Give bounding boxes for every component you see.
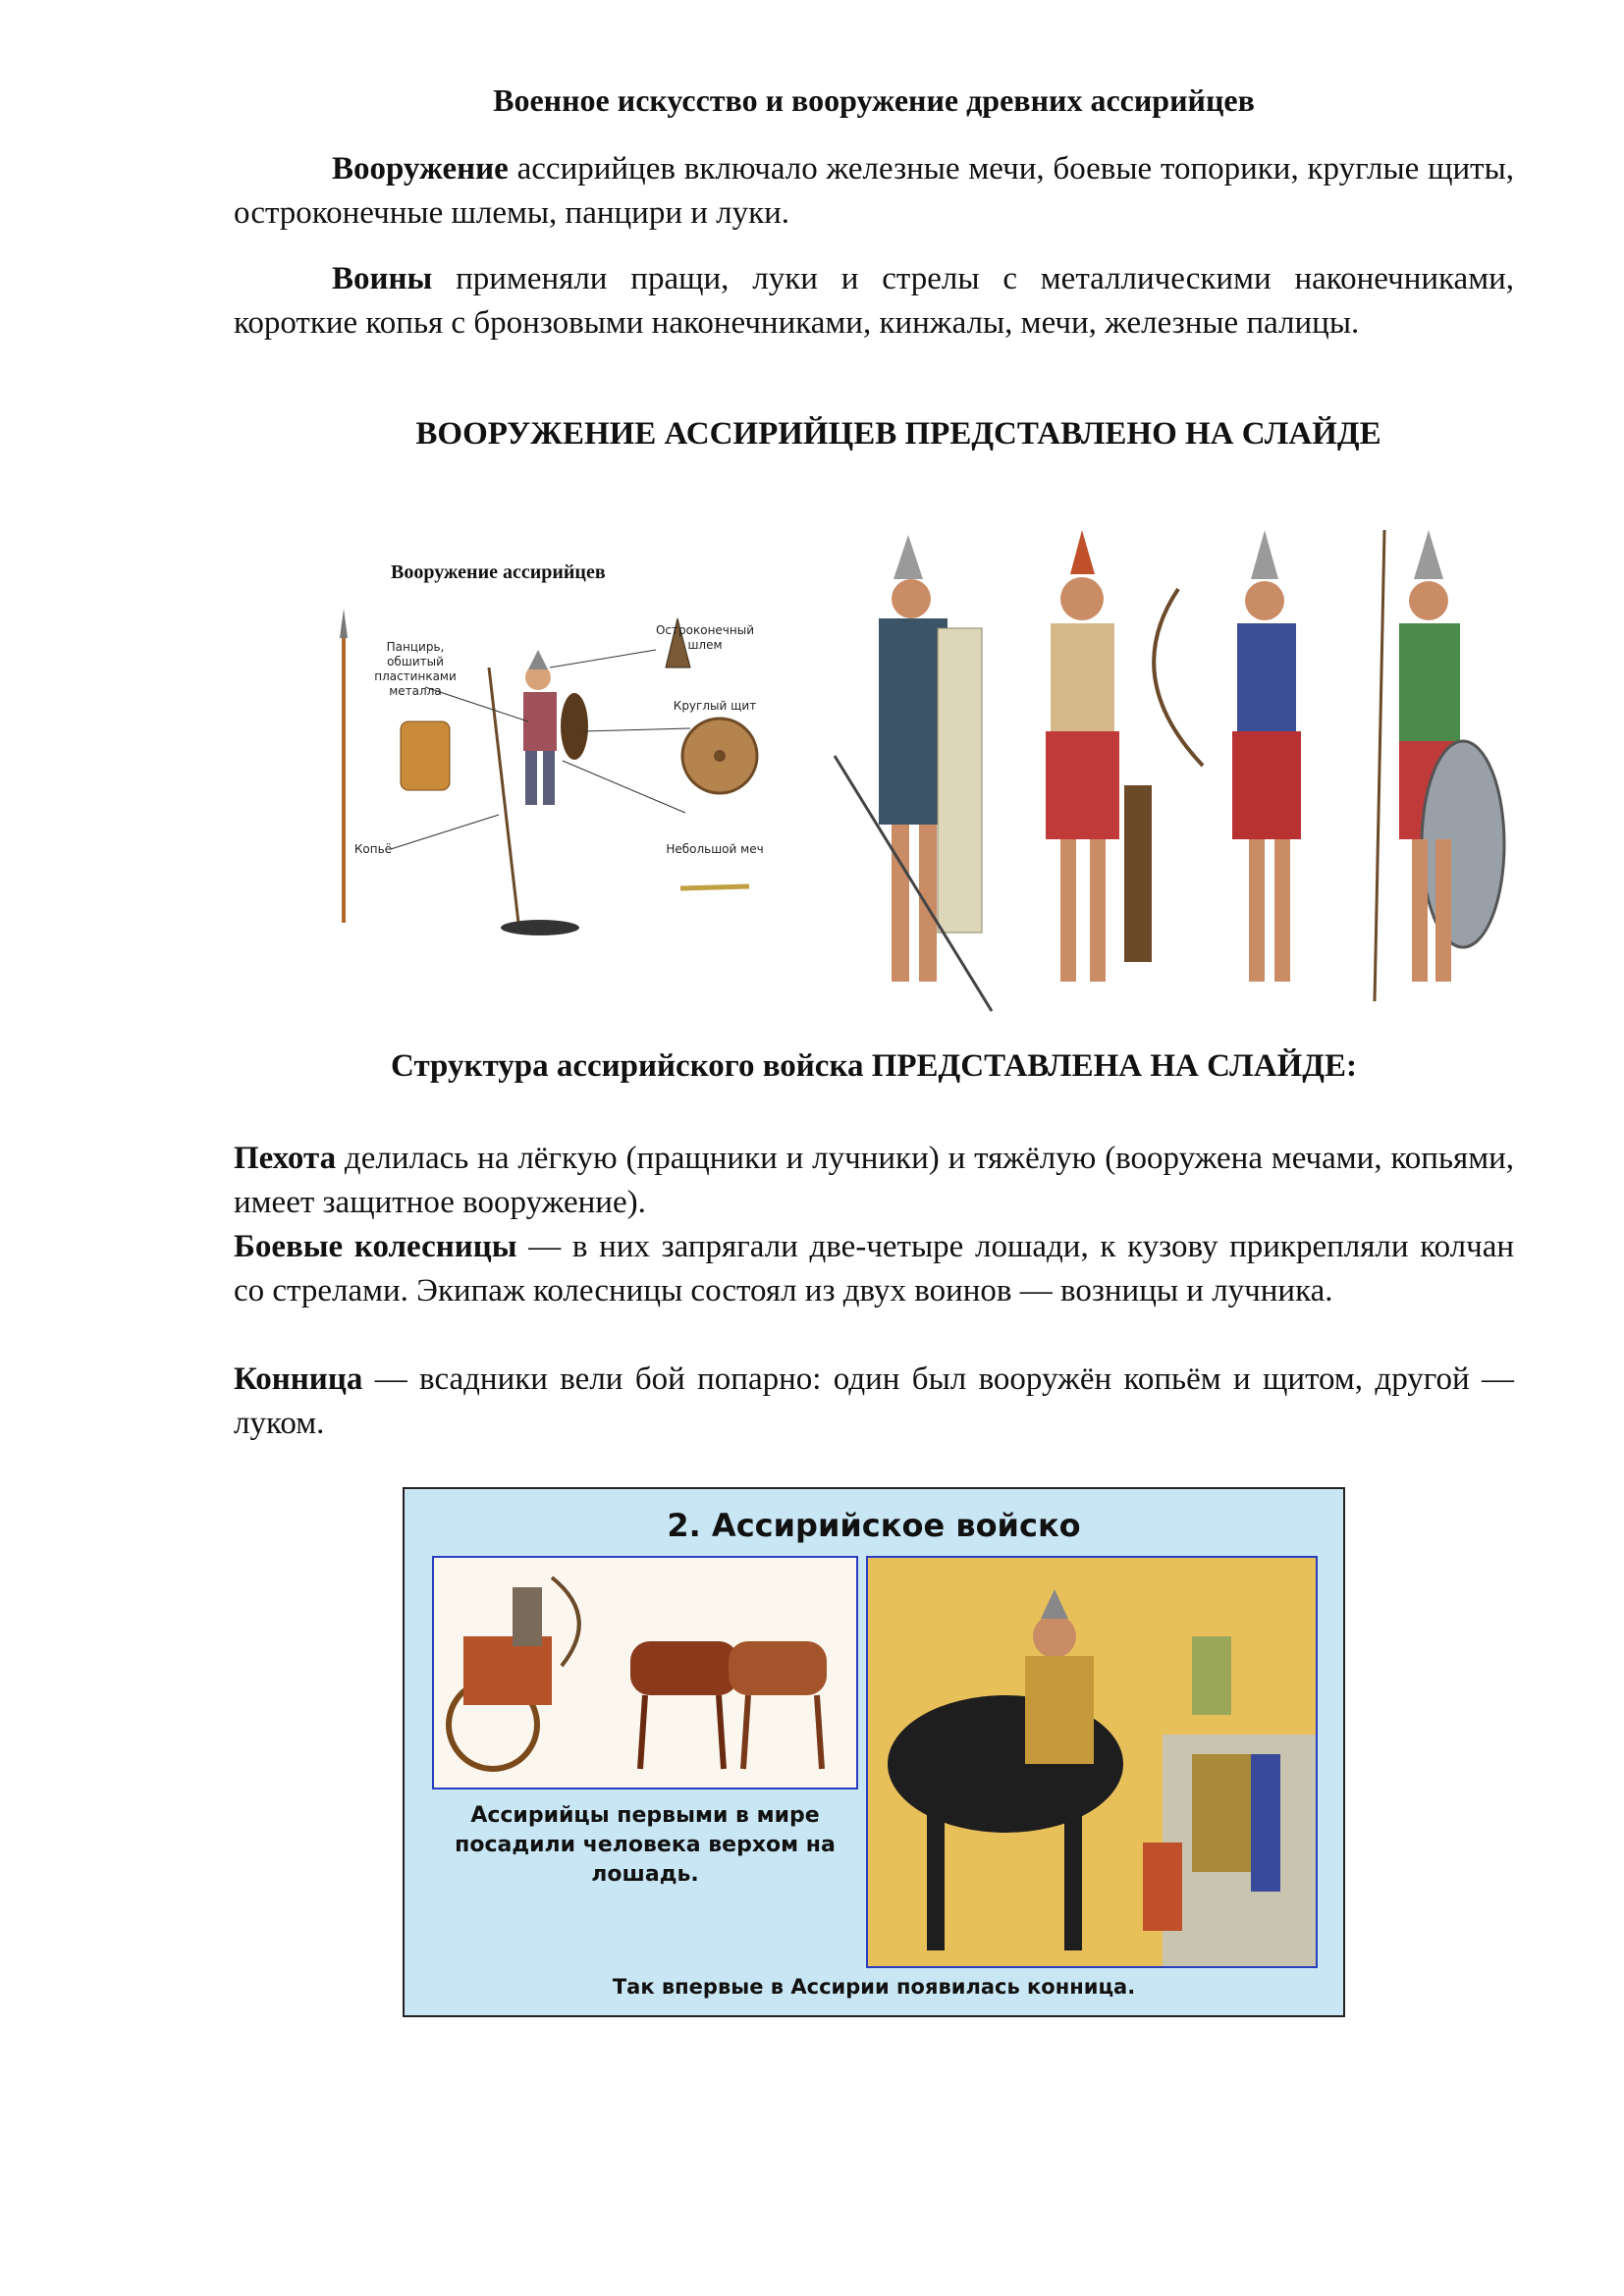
term-weapons: Вооружение <box>332 151 509 187</box>
paragraph-weapons <box>234 147 1514 236</box>
weapons-figure <box>332 550 784 942</box>
weapons-figure-illustration <box>332 550 784 942</box>
term-warriors: Воины <box>332 261 433 296</box>
paragraph-infantry <box>234 1137 1514 1225</box>
paragraph-cavalry-text: — всадники вели бой попарно: один был вооружён копьём и щитом, другой — луком. <box>234 1362 1514 1441</box>
slide-caption: Ассирийцы первыми в мире посадили человека верхом на лошадь. <box>455 1803 836 1887</box>
cavalry-image <box>866 1556 1318 1968</box>
paragraph-warriors-text: применяли пращи, луки и стрелы с металлическими наконечниками, короткие копья с бронзовыми наконечниками, кинжалы, мечи, железные палицы. <box>234 261 1514 341</box>
warriors-illustration-svg <box>825 510 1512 1021</box>
term-chariots: Боевые колесницы <box>234 1229 517 1264</box>
paragraph-cavalry <box>234 1358 1514 1446</box>
army-slide <box>403 1487 1345 2017</box>
section-heading-weapons: ВООРУЖЕНИЕ АССИРИЙЦЕВ ПРЕДСТАВЛЕНО НА СЛАЙДЕ <box>415 416 1381 452</box>
paragraph-chariots-text: — в них запрягали две-четыре лошади, к кузову прикрепляли колчан со стрелами. Экипаж колесницы состоял из двух воинов — возницы и лучника. <box>234 1229 1515 1308</box>
section-heading-structure-bold: ПРЕДСТАВЛЕНА НА СЛАЙДЕ: <box>871 1048 1357 1084</box>
label-armor: Панцирь, обшитый пластинками металла <box>374 640 457 698</box>
slide-footer: Так впервые в Ассирии появилась конница. <box>612 1975 1136 1999</box>
slide-title: 2. Ассирийское войско <box>667 1507 1081 1544</box>
chariot-image-svg <box>434 1558 856 1788</box>
term-cavalry: Конница <box>234 1362 363 1397</box>
label-shield: Круглый щит <box>673 699 757 713</box>
paragraph-chariots <box>234 1225 1514 1313</box>
section-heading-structure <box>234 1048 1514 1085</box>
paragraph-weapons-text: ассирийцев включало железные мечи, боевые топорики, круглые щиты, остроконечные шлемы, панцири и луки. <box>234 151 1514 231</box>
paragraph-warriors <box>234 257 1514 346</box>
label-spear: Копьё <box>353 842 393 856</box>
section-heading-structure-normal: Структура ассирийского войска <box>391 1048 872 1084</box>
term-infantry: Пехота <box>234 1141 337 1176</box>
cavalry-image-svg <box>868 1558 1316 1966</box>
weapons-figure-title: Вооружение ассирийцев <box>391 561 606 583</box>
label-helmet: Остроконечный шлем <box>655 623 755 652</box>
document-title: Военное искусство и вооружение древних ассирийцев <box>493 82 1255 118</box>
paragraph-infantry-text: делилась на лёгкую (пращники и лучники) и тяжёлую (вооружена мечами, копьями, имеет защитное вооружение). <box>234 1141 1514 1220</box>
warriors-illustration <box>825 510 1512 1021</box>
chariot-image <box>432 1556 858 1789</box>
label-sword: Небольшой меч <box>666 842 764 856</box>
